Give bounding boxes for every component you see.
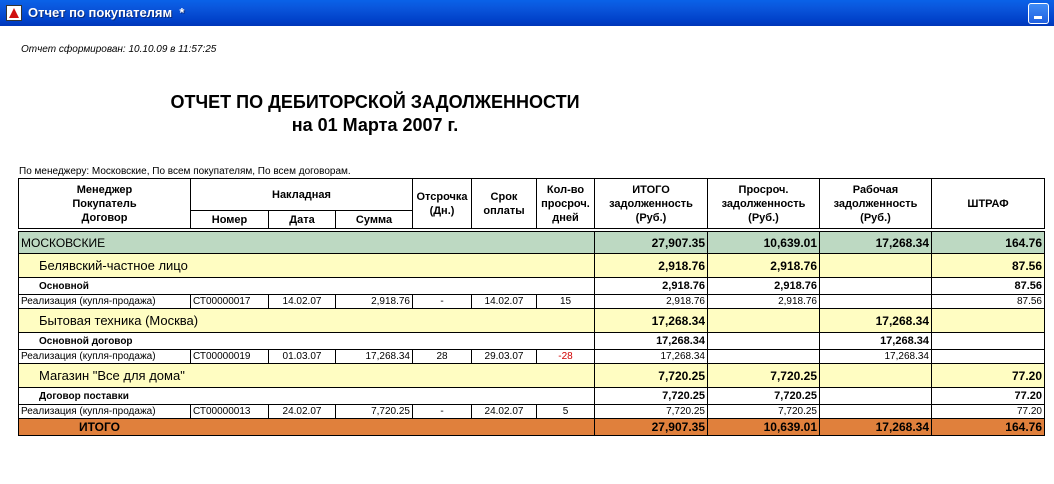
contract-row[interactable] <box>19 333 1045 350</box>
contract-name: Основной <box>19 278 595 295</box>
buyer-fine <box>932 309 1045 333</box>
contract-total: 2,918.76 <box>595 278 708 295</box>
buyer-overdue: 2,918.76 <box>708 254 820 278</box>
buyer-row[interactable] <box>19 309 1045 333</box>
contract-total: 7,720.25 <box>595 388 708 405</box>
document-overdue: 7,720.25 <box>708 405 820 419</box>
header-overdue-days: Кол-во просроч. дней <box>537 179 595 229</box>
document-total: 7,720.25 <box>595 405 708 419</box>
header-overdue-debt: Просроч. задолженность (Руб.) <box>708 179 820 229</box>
report-title <box>145 91 605 137</box>
manager-fine: 164.76 <box>932 232 1045 254</box>
contract-name: Основной договор <box>19 333 595 350</box>
grand-total-working: 17,268.34 <box>820 419 932 436</box>
contract-overdue: 7,720.25 <box>708 388 820 405</box>
buyer-overdue <box>708 309 820 333</box>
document-row[interactable] <box>19 405 1045 419</box>
report-title-line1: ОТЧЕТ ПО ДЕБИТОРСКОЙ ЗАДОЛЖЕННОСТИ <box>170 92 580 112</box>
manager-total: 27,907.35 <box>595 232 708 254</box>
contract-row[interactable] <box>19 388 1045 405</box>
manager-row[interactable] <box>19 232 1045 254</box>
document-working: 17,268.34 <box>820 350 932 364</box>
debt-report-table <box>18 178 1045 436</box>
document-total: 2,918.76 <box>595 295 708 309</box>
contract-total: 17,268.34 <box>595 333 708 350</box>
document-due: 14.02.07 <box>472 295 537 309</box>
document-date: 01.03.07 <box>269 350 336 364</box>
grand-total-overdue: 10,639.01 <box>708 419 820 436</box>
header-manager: Менеджер <box>76 183 133 196</box>
buyer-row[interactable] <box>19 254 1045 278</box>
header-number: Номер <box>191 211 269 229</box>
grand-total-fine: 164.76 <box>932 419 1045 436</box>
document-date: 14.02.07 <box>269 295 336 309</box>
document-row[interactable] <box>19 350 1045 364</box>
contract-fine: 77.20 <box>932 388 1045 405</box>
header-delay: Отсрочка (Дн.) <box>413 179 472 229</box>
buyer-working: 17,268.34 <box>820 309 932 333</box>
document-delay: 28 <box>413 350 472 364</box>
report-formed-timestamp: Отчет сформирован: 10.10.09 в 11:57:25 <box>21 44 217 55</box>
contract-row[interactable] <box>19 278 1045 295</box>
buyer-name: Бытовая техника (Москва) <box>19 309 595 333</box>
document-due: 24.02.07 <box>472 405 537 419</box>
header-invoice: Накладная <box>191 179 413 211</box>
contract-fine: 87.56 <box>932 278 1045 295</box>
buyer-working <box>820 364 932 388</box>
document-number: СТ00000019 <box>191 350 269 364</box>
buyer-name: Белявский-частное лицо <box>19 254 595 278</box>
document-overdue-days: 5 <box>537 405 595 419</box>
document-overdue <box>708 350 820 364</box>
document-sum: 7,720.25 <box>336 405 413 419</box>
document-overdue: 2,918.76 <box>708 295 820 309</box>
buyer-overdue: 7,720.25 <box>708 364 820 388</box>
grand-total-label: ИТОГО <box>19 419 595 436</box>
document-delay: - <box>413 405 472 419</box>
document-delay: - <box>413 295 472 309</box>
document-due: 29.03.07 <box>472 350 537 364</box>
buyer-total: 7,720.25 <box>595 364 708 388</box>
manager-overdue: 10,639.01 <box>708 232 820 254</box>
buyer-fine: 77.20 <box>932 364 1045 388</box>
manager-name: МОСКОВСКИЕ <box>19 232 595 254</box>
document-sum: 17,268.34 <box>336 350 413 364</box>
header-due-date: Срок оплаты <box>472 179 537 229</box>
document-number: СТ00000013 <box>191 405 269 419</box>
buyer-total: 2,918.76 <box>595 254 708 278</box>
header-manager-buyer-contract <box>19 179 191 229</box>
document-name: Реализация (купля-продажа) <box>19 295 191 309</box>
header-contract: Договор <box>81 211 128 224</box>
document-name: Реализация (купля-продажа) <box>19 350 191 364</box>
document-overdue-days: -28 <box>537 350 595 364</box>
manager-working: 17,268.34 <box>820 232 932 254</box>
document-fine <box>932 350 1045 364</box>
header-fine: ШТРАФ <box>932 179 1045 229</box>
contract-fine <box>932 333 1045 350</box>
contract-name: Договор поставки <box>19 388 595 405</box>
contract-working <box>820 388 932 405</box>
buyer-working <box>820 254 932 278</box>
document-row[interactable] <box>19 295 1045 309</box>
document-working <box>820 405 932 419</box>
grand-total-total: 27,907.35 <box>595 419 708 436</box>
header-total-debt: ИТОГО задолженность (Руб.) <box>595 179 708 229</box>
document-sum: 2,918.76 <box>336 295 413 309</box>
report-title-line2: на 01 Марта 2007 г. <box>291 115 459 135</box>
document-overdue-days: 15 <box>537 295 595 309</box>
contract-overdue: 2,918.76 <box>708 278 820 295</box>
contract-working: 17,268.34 <box>820 333 932 350</box>
contract-working <box>820 278 932 295</box>
contract-overdue <box>708 333 820 350</box>
window-title: Отчет по покупателям * <box>28 5 185 20</box>
buyer-row[interactable] <box>19 364 1045 388</box>
app-icon[interactable] <box>6 5 22 21</box>
buyer-total: 17,268.34 <box>595 309 708 333</box>
table-header-row <box>19 179 1045 211</box>
report-filter: По менеджеру: Московские, По всем покупателям, По всем договорам. <box>19 166 351 177</box>
window-titlebar[interactable] <box>0 0 1054 26</box>
document-fine: 87.56 <box>932 295 1045 309</box>
document-total: 17,268.34 <box>595 350 708 364</box>
grand-total-row[interactable] <box>19 419 1045 436</box>
document-fine: 77.20 <box>932 405 1045 419</box>
buyer-name: Магазин "Все для дома" <box>19 364 595 388</box>
document-date: 24.02.07 <box>269 405 336 419</box>
header-sum: Сумма <box>336 211 413 229</box>
document-number: СТ00000017 <box>191 295 269 309</box>
document-working <box>820 295 932 309</box>
buyer-fine: 87.56 <box>932 254 1045 278</box>
document-name: Реализация (купля-продажа) <box>19 405 191 419</box>
header-working-debt: Рабочая задолженность (Руб.) <box>820 179 932 229</box>
header-date: Дата <box>269 211 336 229</box>
header-buyer: Покупатель <box>72 197 137 210</box>
minimize-button[interactable] <box>1028 3 1049 24</box>
